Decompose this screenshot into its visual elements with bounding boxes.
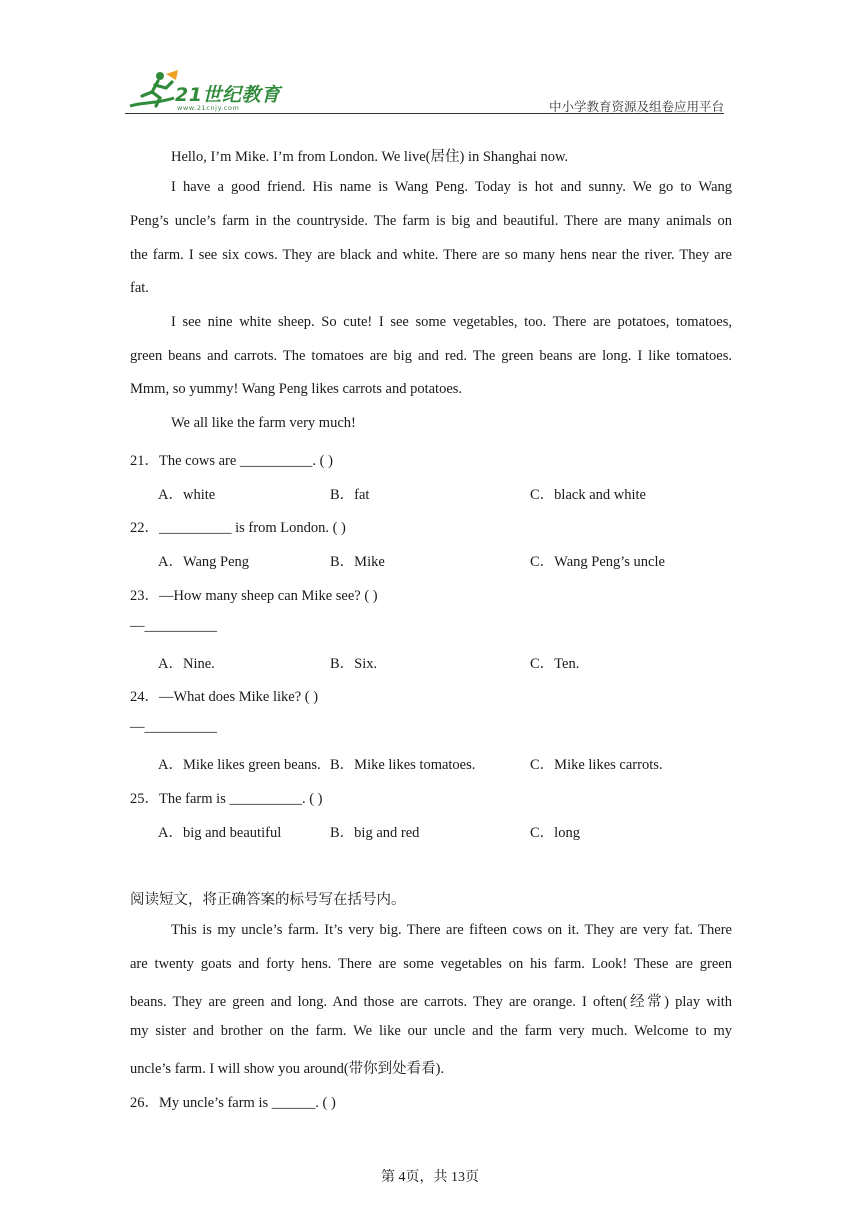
passage-line: Peng’s uncle’s farm in the countryside. The farm is big and beautiful. There are many animals on [130, 213, 732, 229]
option-b: B．big and red [330, 825, 420, 841]
passage-line: We all like the farm very much! [171, 415, 356, 431]
passage-line: I have a good friend. His name is Wang Peng. Today is hot and sunny. We go to Wang [171, 179, 732, 195]
page-header [0, 0, 860, 120]
answer-line: —__________ [130, 719, 217, 735]
passage-line: This is my uncle’s farm. It’s very big. There are fifteen cows on it. They are very fat. There [171, 922, 732, 938]
question-24-stem: 24．—What does Mike like? ( ) [130, 689, 319, 705]
passage-line: my sister and brother on the farm. We like our uncle and the farm very much. Welcome to my [130, 1023, 732, 1039]
logo-wordmark: 21世纪教育 [175, 84, 281, 106]
logo-url: www.21cnjy.com [177, 104, 240, 112]
option-a: A．Wang Peng [158, 554, 250, 570]
passage-line: uncle’s farm. I will show you around(带你到处看看). [130, 1061, 445, 1077]
option-a: A．Nine. [158, 656, 215, 672]
option-a: A．Mike likes green beans. [158, 757, 321, 773]
option-c: C．black and white [530, 487, 646, 503]
option-a: A．big and beautiful [158, 825, 282, 841]
option-b: B．Mike likes tomatoes. [330, 757, 476, 773]
platform-title: 中小学教育资源及组卷应用平台 [548, 100, 724, 114]
section-instruction: 阅读短文，将正确答案的标号写在括号内。 [130, 892, 406, 908]
option-c: C．Wang Peng’s uncle [530, 554, 665, 570]
option-c: C．Mike likes carrots. [530, 757, 663, 773]
option-c: C．long [530, 825, 580, 841]
answer-line: —__________ [130, 618, 217, 634]
option-b: B．Mike [330, 554, 385, 570]
question-22-stem: 22．__________ is from London. ( ) [130, 520, 346, 536]
passage-line: green beans and carrots. The tomatoes are big and red. The green beans are long. I like tomatoes. [130, 348, 732, 364]
passage-line: Mmm, so yummy! Wang Peng likes carrots and potatoes. [130, 381, 463, 397]
option-b: B．Six. [330, 656, 378, 672]
page-number: 第 4页，共 13页 [381, 1170, 479, 1185]
passage-line: fat. [130, 280, 149, 296]
passage-intro: Hello, I’m Mike. I’m from London. We live(居住) in Shanghai now. [171, 149, 569, 165]
header-divider [125, 113, 724, 114]
option-b: B．fat [330, 487, 370, 503]
option-a: A．white [158, 487, 216, 503]
passage-line: beans. They are green and long. And those are carrots. They are orange. I often(经常) play with [130, 994, 732, 1010]
question-25-stem: 25．The farm is __________. ( ) [130, 791, 323, 807]
passage-line: I see nine white sheep. So cute! I see some vegetables, too. There are potatoes, tomatoes, [171, 314, 732, 330]
option-c: C．Ten. [530, 656, 580, 672]
question-26-stem: 26．My uncle’s farm is ______. ( ) [130, 1095, 336, 1111]
question-23-stem: 23．—How many sheep can Mike see? ( ) [130, 588, 378, 604]
passage-line: the farm. I see six cows. They are black and white. There are so many hens near the river. They are [130, 247, 732, 263]
passage-line: are twenty goats and forty hens. There are some vegetables on his farm. Look! These are green [130, 956, 732, 972]
question-21-stem: 21．The cows are __________. ( ) [130, 453, 333, 469]
